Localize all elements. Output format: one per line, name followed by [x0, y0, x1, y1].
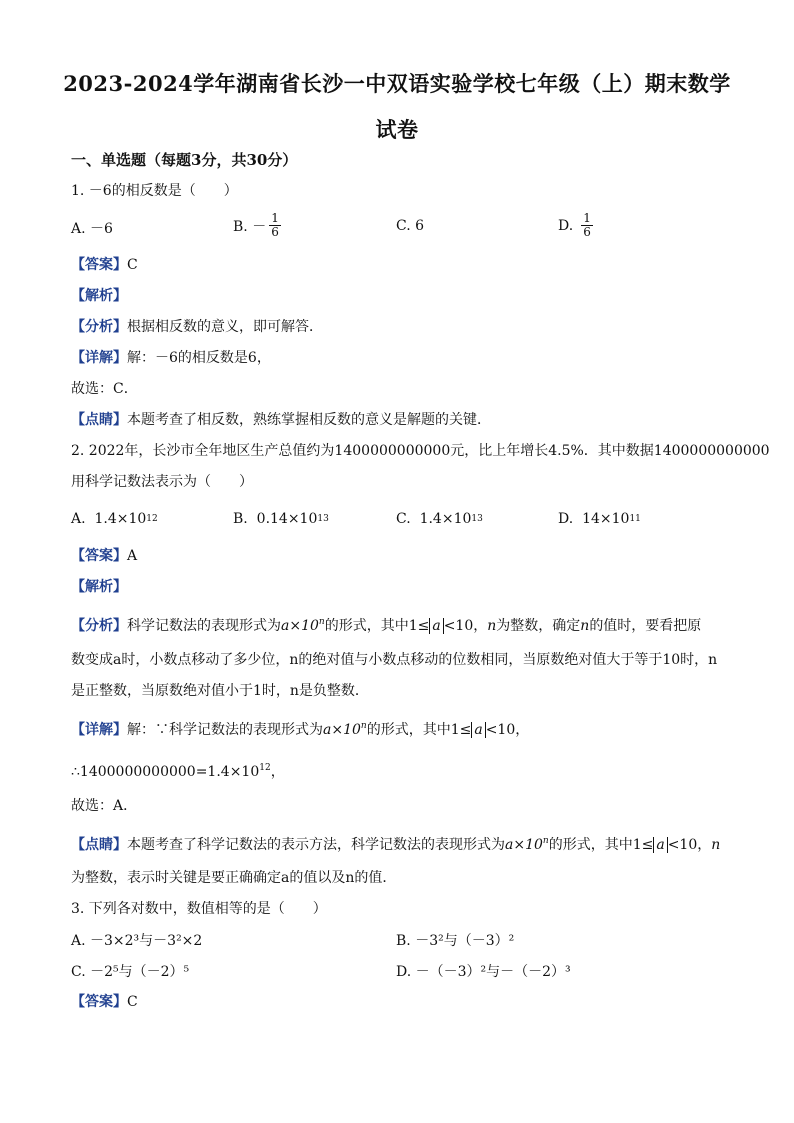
fenxi-tag: 【分析】	[71, 319, 127, 335]
option-base: 0.14×10	[256, 511, 318, 527]
option-base: 1.4×10	[94, 511, 147, 527]
ineq-right: <10	[667, 837, 698, 853]
q2-therefore-line	[71, 758, 285, 782]
fenxi-text: 为整数，确定	[496, 618, 581, 634]
fraction-numerator: 1	[271, 211, 279, 225]
answer-tag: 【答案】	[71, 257, 127, 273]
ineq-right: <10	[443, 618, 474, 634]
fraction-denominator: 6	[271, 225, 279, 239]
q2-fenxi-line-2: 数变成a时，小数点移动了多少位，n的绝对值与小数点移动的位数相同，当原数绝对值大于等于10时，n	[71, 652, 718, 668]
ineq-left: 1≤	[450, 722, 472, 738]
q3-answer-line	[71, 992, 138, 1012]
q1-xiangjie-line	[71, 348, 271, 368]
q2-analysis-line	[71, 577, 127, 597]
formula-exponent: n	[360, 721, 367, 731]
q3-stem: 3. 下列各对数中，数值相等的是（ ）	[71, 901, 327, 917]
option-exponent: 11	[629, 514, 641, 524]
option-label: D.	[558, 511, 574, 527]
fraction-denominator: 6	[583, 225, 591, 239]
ineq-left: 1≤	[408, 618, 430, 634]
q2-choose: 故选：A．	[71, 798, 138, 814]
therefore-exponent: 12	[259, 763, 271, 773]
section-heading: 一、单选题（每题3分，共30分）	[71, 151, 298, 169]
q1-option-d-fraction	[581, 212, 593, 239]
formula-base: a×10	[323, 722, 361, 738]
q3-option-c: C. －2⁵与（－2）⁵	[71, 964, 190, 980]
abs-a: a	[471, 722, 485, 738]
option-base: 14×10	[582, 511, 630, 527]
q2-xiangjie-line	[71, 716, 529, 740]
q1-stem: 1. －6的相反数是（ ）	[71, 183, 238, 199]
q2-stem-line-1: 2. 2022年，长沙市全年地区生产总值约为1400000000000元，比上年增长4.5%．其中数据1400000000000	[71, 443, 770, 459]
formula-base: a×10	[505, 837, 543, 853]
fenxi-text: ，	[473, 618, 488, 634]
option-label: B.	[233, 511, 248, 527]
q1-fenxi: 根据相反数的意义，即可解答．	[127, 319, 323, 335]
formula-exponent: n	[542, 836, 549, 846]
q3-option-d: D. －（－3）²与－（－2）³	[396, 964, 571, 980]
q1-dianjing: 本题考查了相反数，熟练掌握相反数的意义是解题的关键．	[127, 412, 491, 428]
xiangjie-text: 解：∵科学记数法的表现形式为	[127, 722, 323, 738]
q2-dianjing-line-2: 为整数，表示时关键是要正确确定a的值以及n的值．	[71, 870, 397, 886]
title-line-1: 2023-2024学年湖南省长沙一中双语实验学校七年级（上）期末数学	[63, 71, 731, 96]
ineq-right: <10	[485, 722, 516, 738]
option-label: C.	[396, 511, 411, 527]
option-exponent: 13	[471, 514, 483, 524]
q3-option-a: A. －3×2³与－3²×2	[71, 933, 203, 949]
option-label: A.	[71, 511, 86, 527]
q1-dianjing-line	[71, 410, 491, 430]
q1-choose: 故选：C．	[71, 381, 138, 397]
q1-answer: C	[127, 257, 138, 273]
q1-option-d-prefix: D.	[558, 217, 574, 234]
q1-answer-line	[71, 255, 138, 275]
q2-dianjing-line-1	[71, 831, 720, 855]
xiangjie-text: ，	[515, 722, 530, 738]
q2-fenxi-line-3: 是正整数，当原数绝对值小于1时，n是负整数．	[71, 683, 369, 699]
q2-answer-line	[71, 546, 137, 566]
analysis-tag: 【解析】	[71, 579, 127, 595]
q2-option-d	[558, 511, 641, 527]
q2-option-b	[233, 511, 329, 527]
n-symbol: n	[487, 618, 497, 634]
q1-option-b	[233, 212, 281, 239]
xiangjie-text: 的形式，其中	[366, 722, 451, 738]
answer-tag: 【答案】	[71, 548, 127, 564]
q1-fenxi-line	[71, 317, 323, 337]
q3-answer: C	[127, 994, 138, 1010]
q2-answer: A	[127, 548, 138, 564]
analysis-tag: 【解析】	[71, 288, 127, 304]
formula-exponent: n	[318, 617, 325, 627]
q2-option-a	[71, 511, 158, 527]
dianjing-text: 本题考查了科学记数法的表示方法，科学记数法的表现形式为	[127, 837, 505, 853]
q2-stem-line-2: 用科学记数法表示为（ ）	[71, 474, 253, 490]
n-symbol: n	[580, 618, 590, 634]
q1-option-b-prefix: B. －	[233, 218, 267, 235]
option-exponent: 12	[146, 514, 158, 524]
q2-fenxi-line-1	[71, 612, 701, 636]
therefore-text: ∴1400000000000=1.4×10	[71, 764, 260, 780]
abs-a: a	[653, 837, 667, 853]
q2-option-c	[396, 511, 483, 527]
q1-option-a: A. －6	[71, 221, 113, 237]
q1-option-d	[558, 212, 593, 239]
formula-base: a×10	[281, 618, 319, 634]
dianjing-text: 的形式，其中	[548, 837, 633, 853]
q3-option-b: B. －3²与（－3）²	[396, 933, 515, 949]
n-symbol: n	[711, 837, 721, 853]
q1-option-b-fraction	[269, 212, 281, 239]
ineq-left: 1≤	[632, 837, 654, 853]
xiangjie-tag: 【详解】	[71, 350, 127, 366]
answer-tag: 【答案】	[71, 994, 127, 1010]
abs-a: a	[429, 618, 443, 634]
fenxi-text: 的形式，其中	[324, 618, 409, 634]
fenxi-tag: 【分析】	[71, 618, 127, 634]
fenxi-text: 的值时，要看把原	[589, 618, 702, 634]
q1-option-c: C. 6	[396, 218, 425, 234]
q1-analysis-line	[71, 286, 127, 306]
q1-xiangjie: 解：－6的相反数是6，	[127, 350, 271, 366]
option-exponent: 13	[317, 514, 329, 524]
dianjing-tag: 【点睛】	[71, 837, 127, 853]
therefore-end: ，	[270, 764, 285, 780]
dianjing-text: ，	[697, 837, 712, 853]
fraction-numerator: 1	[583, 211, 591, 225]
fenxi-text: 科学记数法的表现形式为	[127, 618, 281, 634]
dianjing-tag: 【点睛】	[71, 412, 127, 428]
option-base: 1.4×10	[419, 511, 472, 527]
xiangjie-tag: 【详解】	[71, 722, 127, 738]
title-line-2: 试卷	[375, 117, 419, 142]
